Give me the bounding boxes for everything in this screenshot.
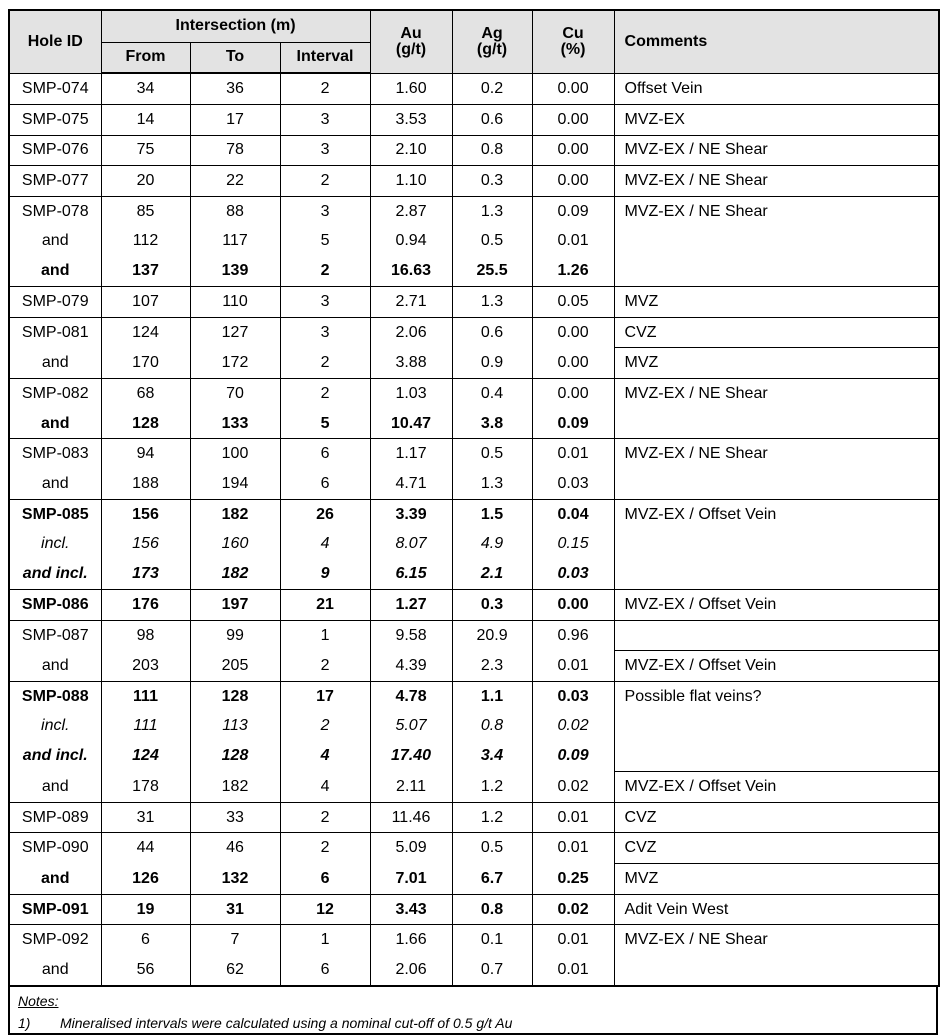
cell-to: 110 bbox=[190, 287, 280, 318]
cell-interval: 2 bbox=[280, 256, 370, 286]
cell-ag: 4.9 bbox=[452, 530, 532, 560]
cell-comment bbox=[614, 712, 939, 742]
cell-au: 3.53 bbox=[370, 104, 452, 135]
cell-hole: SMP-082 bbox=[9, 379, 101, 409]
cell-to: 22 bbox=[190, 166, 280, 197]
table-row bbox=[9, 439, 939, 469]
cell-interval: 2 bbox=[280, 833, 370, 864]
header-from: From bbox=[101, 42, 190, 73]
cell-from: 124 bbox=[101, 741, 190, 771]
cell-to: 194 bbox=[190, 469, 280, 499]
cell-hole: incl. bbox=[9, 530, 101, 560]
table-row bbox=[9, 772, 939, 803]
cell-comment: MVZ-EX / NE Shear bbox=[614, 196, 939, 226]
cell-hole: SMP-092 bbox=[9, 925, 101, 955]
cell-to: 128 bbox=[190, 681, 280, 711]
table-row bbox=[9, 166, 939, 197]
cell-comment: MVZ-EX / NE Shear bbox=[614, 925, 939, 955]
cell-au: 2.06 bbox=[370, 955, 452, 986]
cell-ag: 0.4 bbox=[452, 379, 532, 409]
cell-hole: SMP-076 bbox=[9, 135, 101, 166]
cell-to: 78 bbox=[190, 135, 280, 166]
cell-comment: CVZ bbox=[614, 802, 939, 833]
table-row bbox=[9, 287, 939, 318]
cell-from: 44 bbox=[101, 833, 190, 864]
cell-from: 170 bbox=[101, 348, 190, 379]
cell-au: 9.58 bbox=[370, 620, 452, 651]
cell-hole: SMP-090 bbox=[9, 833, 101, 864]
cell-hole: SMP-089 bbox=[9, 802, 101, 833]
cell-from: 128 bbox=[101, 409, 190, 439]
cell-interval: 4 bbox=[280, 772, 370, 803]
table-row bbox=[9, 955, 939, 986]
cell-comment bbox=[614, 530, 939, 560]
header-comments: Comments bbox=[614, 10, 939, 73]
header-to: To bbox=[190, 42, 280, 73]
cell-ag: 0.6 bbox=[452, 317, 532, 348]
cell-comment: Adit Vein West bbox=[614, 894, 939, 925]
table-row bbox=[9, 499, 939, 529]
cell-from: 124 bbox=[101, 317, 190, 348]
cell-interval: 1 bbox=[280, 925, 370, 955]
cell-hole: SMP-074 bbox=[9, 73, 101, 104]
cell-cu: 0.03 bbox=[532, 681, 614, 711]
cell-au: 1.03 bbox=[370, 379, 452, 409]
cell-au: 2.06 bbox=[370, 317, 452, 348]
cell-comment bbox=[614, 469, 939, 499]
cell-from: 173 bbox=[101, 559, 190, 589]
cell-au: 2.87 bbox=[370, 196, 452, 226]
cell-interval: 2 bbox=[280, 379, 370, 409]
cell-au: 3.88 bbox=[370, 348, 452, 379]
cell-interval: 1 bbox=[280, 620, 370, 651]
notes-title: Notes: bbox=[18, 992, 59, 1009]
table-row bbox=[9, 530, 939, 560]
cell-from: 112 bbox=[101, 227, 190, 257]
cell-interval: 6 bbox=[280, 864, 370, 895]
cell-cu: 0.03 bbox=[532, 559, 614, 589]
cell-interval: 3 bbox=[280, 135, 370, 166]
cell-cu: 0.00 bbox=[532, 379, 614, 409]
cell-interval: 3 bbox=[280, 104, 370, 135]
cell-hole: and bbox=[9, 864, 101, 895]
cell-ag: 2.1 bbox=[452, 559, 532, 589]
cell-from: 75 bbox=[101, 135, 190, 166]
cell-ag: 20.9 bbox=[452, 620, 532, 651]
cell-to: 205 bbox=[190, 651, 280, 682]
cell-comment bbox=[614, 256, 939, 286]
cell-interval: 2 bbox=[280, 166, 370, 197]
table-row bbox=[9, 227, 939, 257]
cell-cu: 0.02 bbox=[532, 772, 614, 803]
header-cu-label: Cu bbox=[562, 24, 584, 42]
cell-cu: 0.02 bbox=[532, 712, 614, 742]
cell-interval: 12 bbox=[280, 894, 370, 925]
cell-to: 36 bbox=[190, 73, 280, 104]
cell-cu: 0.03 bbox=[532, 469, 614, 499]
cell-cu: 0.04 bbox=[532, 499, 614, 529]
cell-hole: and bbox=[9, 772, 101, 803]
cell-hole: SMP-077 bbox=[9, 166, 101, 197]
cell-comment: MVZ bbox=[614, 287, 939, 318]
assay-results-table bbox=[8, 9, 940, 987]
cell-to: 17 bbox=[190, 104, 280, 135]
cell-interval: 3 bbox=[280, 287, 370, 318]
cell-interval: 17 bbox=[280, 681, 370, 711]
cell-hole: and bbox=[9, 469, 101, 499]
cell-to: 33 bbox=[190, 802, 280, 833]
cell-interval: 4 bbox=[280, 530, 370, 560]
cell-from: 111 bbox=[101, 681, 190, 711]
cell-hole: and incl. bbox=[9, 559, 101, 589]
cell-comment: MVZ-EX / NE Shear bbox=[614, 166, 939, 197]
cell-comment bbox=[614, 955, 939, 986]
cell-au: 2.71 bbox=[370, 287, 452, 318]
cell-au: 3.39 bbox=[370, 499, 452, 529]
cell-comment: MVZ-EX / NE Shear bbox=[614, 379, 939, 409]
cell-from: 156 bbox=[101, 499, 190, 529]
cell-au: 2.10 bbox=[370, 135, 452, 166]
cell-cu: 0.09 bbox=[532, 409, 614, 439]
cell-hole: and bbox=[9, 955, 101, 986]
cell-au: 10.47 bbox=[370, 409, 452, 439]
cell-to: 31 bbox=[190, 894, 280, 925]
cell-interval: 2 bbox=[280, 348, 370, 379]
cell-comment: MVZ-EX / Offset Vein bbox=[614, 651, 939, 682]
cell-cu: 0.00 bbox=[532, 589, 614, 620]
cell-ag: 3.8 bbox=[452, 409, 532, 439]
cell-to: 100 bbox=[190, 439, 280, 469]
cell-from: 14 bbox=[101, 104, 190, 135]
cell-to: 132 bbox=[190, 864, 280, 895]
cell-interval: 2 bbox=[280, 651, 370, 682]
cell-to: 160 bbox=[190, 530, 280, 560]
cell-from: 156 bbox=[101, 530, 190, 560]
cell-from: 111 bbox=[101, 712, 190, 742]
cell-ag: 0.8 bbox=[452, 135, 532, 166]
cell-interval: 21 bbox=[280, 589, 370, 620]
cell-hole: and bbox=[9, 651, 101, 682]
cell-comment: MVZ-EX / Offset Vein bbox=[614, 772, 939, 803]
cell-comment: CVZ bbox=[614, 317, 939, 348]
cell-from: 19 bbox=[101, 894, 190, 925]
cell-comment: Possible flat veins? bbox=[614, 681, 939, 711]
table-row bbox=[9, 409, 939, 439]
cell-au: 5.07 bbox=[370, 712, 452, 742]
cell-ag: 0.6 bbox=[452, 104, 532, 135]
cell-cu: 0.01 bbox=[532, 955, 614, 986]
cell-to: 139 bbox=[190, 256, 280, 286]
header-hole-id: Hole ID bbox=[9, 10, 101, 73]
table-row bbox=[9, 135, 939, 166]
cell-au: 11.46 bbox=[370, 802, 452, 833]
cell-ag: 0.8 bbox=[452, 894, 532, 925]
cell-cu: 0.25 bbox=[532, 864, 614, 895]
cell-to: 182 bbox=[190, 772, 280, 803]
cell-to: 113 bbox=[190, 712, 280, 742]
cell-hole: SMP-087 bbox=[9, 620, 101, 651]
cell-from: 176 bbox=[101, 589, 190, 620]
header-interval: Interval bbox=[280, 42, 370, 73]
cell-to: 99 bbox=[190, 620, 280, 651]
cell-hole: incl. bbox=[9, 712, 101, 742]
cell-hole: SMP-085 bbox=[9, 499, 101, 529]
cell-from: 126 bbox=[101, 864, 190, 895]
cell-ag: 0.5 bbox=[452, 833, 532, 864]
cell-au: 1.10 bbox=[370, 166, 452, 197]
cell-ag: 1.5 bbox=[452, 499, 532, 529]
cell-to: 128 bbox=[190, 741, 280, 771]
cell-comment bbox=[614, 409, 939, 439]
cell-au: 4.71 bbox=[370, 469, 452, 499]
cell-cu: 0.00 bbox=[532, 104, 614, 135]
cell-ag: 1.1 bbox=[452, 681, 532, 711]
header-ag bbox=[452, 10, 532, 73]
table-row bbox=[9, 348, 939, 379]
cell-cu: 0.09 bbox=[532, 196, 614, 226]
table-row bbox=[9, 256, 939, 286]
cell-cu: 0.00 bbox=[532, 348, 614, 379]
cell-comment: MVZ-EX / NE Shear bbox=[614, 135, 939, 166]
cell-interval: 5 bbox=[280, 227, 370, 257]
note-number: 1) bbox=[18, 1014, 31, 1031]
cell-au: 1.27 bbox=[370, 589, 452, 620]
cell-ag: 3.4 bbox=[452, 741, 532, 771]
cell-from: 34 bbox=[101, 73, 190, 104]
table-row bbox=[9, 620, 939, 651]
header-cu-unit: (%) bbox=[560, 40, 586, 58]
cell-from: 31 bbox=[101, 802, 190, 833]
table-row bbox=[9, 73, 939, 104]
cell-hole: and bbox=[9, 227, 101, 257]
cell-cu: 0.01 bbox=[532, 439, 614, 469]
table-row bbox=[9, 712, 939, 742]
cell-comment bbox=[614, 741, 939, 771]
cell-ag: 1.2 bbox=[452, 802, 532, 833]
cell-hole: SMP-079 bbox=[9, 287, 101, 318]
cell-cu: 0.01 bbox=[532, 833, 614, 864]
cell-to: 7 bbox=[190, 925, 280, 955]
cell-au: 1.60 bbox=[370, 73, 452, 104]
cell-interval: 2 bbox=[280, 73, 370, 104]
cell-to: 62 bbox=[190, 955, 280, 986]
cell-ag: 6.7 bbox=[452, 864, 532, 895]
cell-hole: and bbox=[9, 409, 101, 439]
cell-au: 2.11 bbox=[370, 772, 452, 803]
cell-cu: 0.00 bbox=[532, 317, 614, 348]
cell-interval: 26 bbox=[280, 499, 370, 529]
cell-to: 127 bbox=[190, 317, 280, 348]
cell-cu: 0.05 bbox=[532, 287, 614, 318]
note-text: Mineralised intervals were calculated using a nominal cut-off of 0.5 g/t Au bbox=[60, 1014, 513, 1031]
table-row bbox=[9, 833, 939, 864]
cell-cu: 0.01 bbox=[532, 227, 614, 257]
table-row bbox=[9, 379, 939, 409]
cell-cu: 0.02 bbox=[532, 894, 614, 925]
cell-to: 197 bbox=[190, 589, 280, 620]
cell-from: 20 bbox=[101, 166, 190, 197]
cell-au: 1.17 bbox=[370, 439, 452, 469]
cell-hole: SMP-083 bbox=[9, 439, 101, 469]
cell-interval: 4 bbox=[280, 741, 370, 771]
cell-comment: MVZ bbox=[614, 864, 939, 895]
table-row bbox=[9, 741, 939, 771]
cell-comment bbox=[614, 620, 939, 651]
cell-ag: 0.9 bbox=[452, 348, 532, 379]
header-au-label: Au bbox=[400, 24, 422, 42]
table-row bbox=[9, 559, 939, 589]
cell-au: 6.15 bbox=[370, 559, 452, 589]
cell-to: 133 bbox=[190, 409, 280, 439]
cell-from: 107 bbox=[101, 287, 190, 318]
cell-interval: 3 bbox=[280, 317, 370, 348]
cell-from: 188 bbox=[101, 469, 190, 499]
cell-comment: Offset Vein bbox=[614, 73, 939, 104]
cell-au: 3.43 bbox=[370, 894, 452, 925]
cell-from: 56 bbox=[101, 955, 190, 986]
cell-cu: 0.01 bbox=[532, 925, 614, 955]
cell-ag: 1.3 bbox=[452, 469, 532, 499]
header-ag-unit: (g/t) bbox=[476, 40, 508, 58]
cell-ag: 0.5 bbox=[452, 439, 532, 469]
cell-to: 182 bbox=[190, 499, 280, 529]
cell-from: 6 bbox=[101, 925, 190, 955]
cell-au: 4.39 bbox=[370, 651, 452, 682]
table-row bbox=[9, 802, 939, 833]
cell-ag: 1.2 bbox=[452, 772, 532, 803]
cell-cu: 1.26 bbox=[532, 256, 614, 286]
cell-au: 7.01 bbox=[370, 864, 452, 895]
table-row bbox=[9, 589, 939, 620]
cell-from: 203 bbox=[101, 651, 190, 682]
header-ag-label: Ag bbox=[481, 24, 503, 42]
table-row bbox=[9, 104, 939, 135]
cell-cu: 0.00 bbox=[532, 166, 614, 197]
table-row bbox=[9, 864, 939, 895]
cell-from: 68 bbox=[101, 379, 190, 409]
cell-cu: 0.96 bbox=[532, 620, 614, 651]
cell-hole: SMP-075 bbox=[9, 104, 101, 135]
cell-cu: 0.00 bbox=[532, 73, 614, 104]
cell-to: 70 bbox=[190, 379, 280, 409]
cell-interval: 5 bbox=[280, 409, 370, 439]
cell-cu: 0.15 bbox=[532, 530, 614, 560]
cell-au: 16.63 bbox=[370, 256, 452, 286]
cell-to: 182 bbox=[190, 559, 280, 589]
header-intersection: Intersection (m) bbox=[101, 10, 370, 42]
header-au-unit: (g/t) bbox=[395, 40, 427, 58]
cell-comment: MVZ-EX bbox=[614, 104, 939, 135]
cell-hole: and incl. bbox=[9, 741, 101, 771]
cell-ag: 0.5 bbox=[452, 227, 532, 257]
cell-hole: and bbox=[9, 256, 101, 286]
cell-hole: SMP-086 bbox=[9, 589, 101, 620]
cell-interval: 2 bbox=[280, 802, 370, 833]
cell-cu: 0.00 bbox=[532, 135, 614, 166]
cell-to: 46 bbox=[190, 833, 280, 864]
cell-ag: 0.1 bbox=[452, 925, 532, 955]
cell-from: 85 bbox=[101, 196, 190, 226]
table-row bbox=[9, 196, 939, 226]
cell-hole: SMP-078 bbox=[9, 196, 101, 226]
cell-hole: SMP-091 bbox=[9, 894, 101, 925]
cell-interval: 6 bbox=[280, 955, 370, 986]
cell-ag: 0.2 bbox=[452, 73, 532, 104]
cell-au: 8.07 bbox=[370, 530, 452, 560]
cell-cu: 0.09 bbox=[532, 741, 614, 771]
cell-hole: SMP-088 bbox=[9, 681, 101, 711]
cell-to: 172 bbox=[190, 348, 280, 379]
table-row bbox=[9, 469, 939, 499]
table-row bbox=[9, 651, 939, 682]
cell-comment: MVZ-EX / Offset Vein bbox=[614, 589, 939, 620]
table-body bbox=[9, 73, 939, 986]
cell-interval: 9 bbox=[280, 559, 370, 589]
header-cu bbox=[532, 10, 614, 73]
cell-hole: SMP-081 bbox=[9, 317, 101, 348]
cell-comment bbox=[614, 227, 939, 257]
cell-interval: 6 bbox=[280, 469, 370, 499]
cell-au: 0.94 bbox=[370, 227, 452, 257]
cell-interval: 3 bbox=[280, 196, 370, 226]
header-au bbox=[370, 10, 452, 73]
cell-from: 137 bbox=[101, 256, 190, 286]
cell-cu: 0.01 bbox=[532, 651, 614, 682]
cell-au: 5.09 bbox=[370, 833, 452, 864]
cell-from: 98 bbox=[101, 620, 190, 651]
cell-comment: CVZ bbox=[614, 833, 939, 864]
cell-ag: 1.3 bbox=[452, 196, 532, 226]
cell-from: 178 bbox=[101, 772, 190, 803]
cell-to: 117 bbox=[190, 227, 280, 257]
cell-interval: 2 bbox=[280, 712, 370, 742]
cell-comment bbox=[614, 559, 939, 589]
cell-ag: 25.5 bbox=[452, 256, 532, 286]
cell-cu: 0.01 bbox=[532, 802, 614, 833]
cell-au: 1.66 bbox=[370, 925, 452, 955]
table-row bbox=[9, 894, 939, 925]
cell-au: 17.40 bbox=[370, 741, 452, 771]
table-row bbox=[9, 925, 939, 955]
notes-box bbox=[8, 987, 938, 1035]
cell-ag: 0.3 bbox=[452, 166, 532, 197]
cell-ag: 0.3 bbox=[452, 589, 532, 620]
cell-interval: 6 bbox=[280, 439, 370, 469]
cell-hole: and bbox=[9, 348, 101, 379]
table-row bbox=[9, 681, 939, 711]
cell-ag: 1.3 bbox=[452, 287, 532, 318]
cell-ag: 0.8 bbox=[452, 712, 532, 742]
cell-au: 4.78 bbox=[370, 681, 452, 711]
assay-results-document bbox=[8, 9, 938, 1035]
table-header bbox=[9, 10, 939, 73]
cell-ag: 0.7 bbox=[452, 955, 532, 986]
table-row bbox=[9, 317, 939, 348]
cell-ag: 2.3 bbox=[452, 651, 532, 682]
cell-from: 94 bbox=[101, 439, 190, 469]
cell-comment: MVZ-EX / Offset Vein bbox=[614, 499, 939, 529]
cell-to: 88 bbox=[190, 196, 280, 226]
cell-comment: MVZ-EX / NE Shear bbox=[614, 439, 939, 469]
cell-comment: MVZ bbox=[614, 348, 939, 379]
